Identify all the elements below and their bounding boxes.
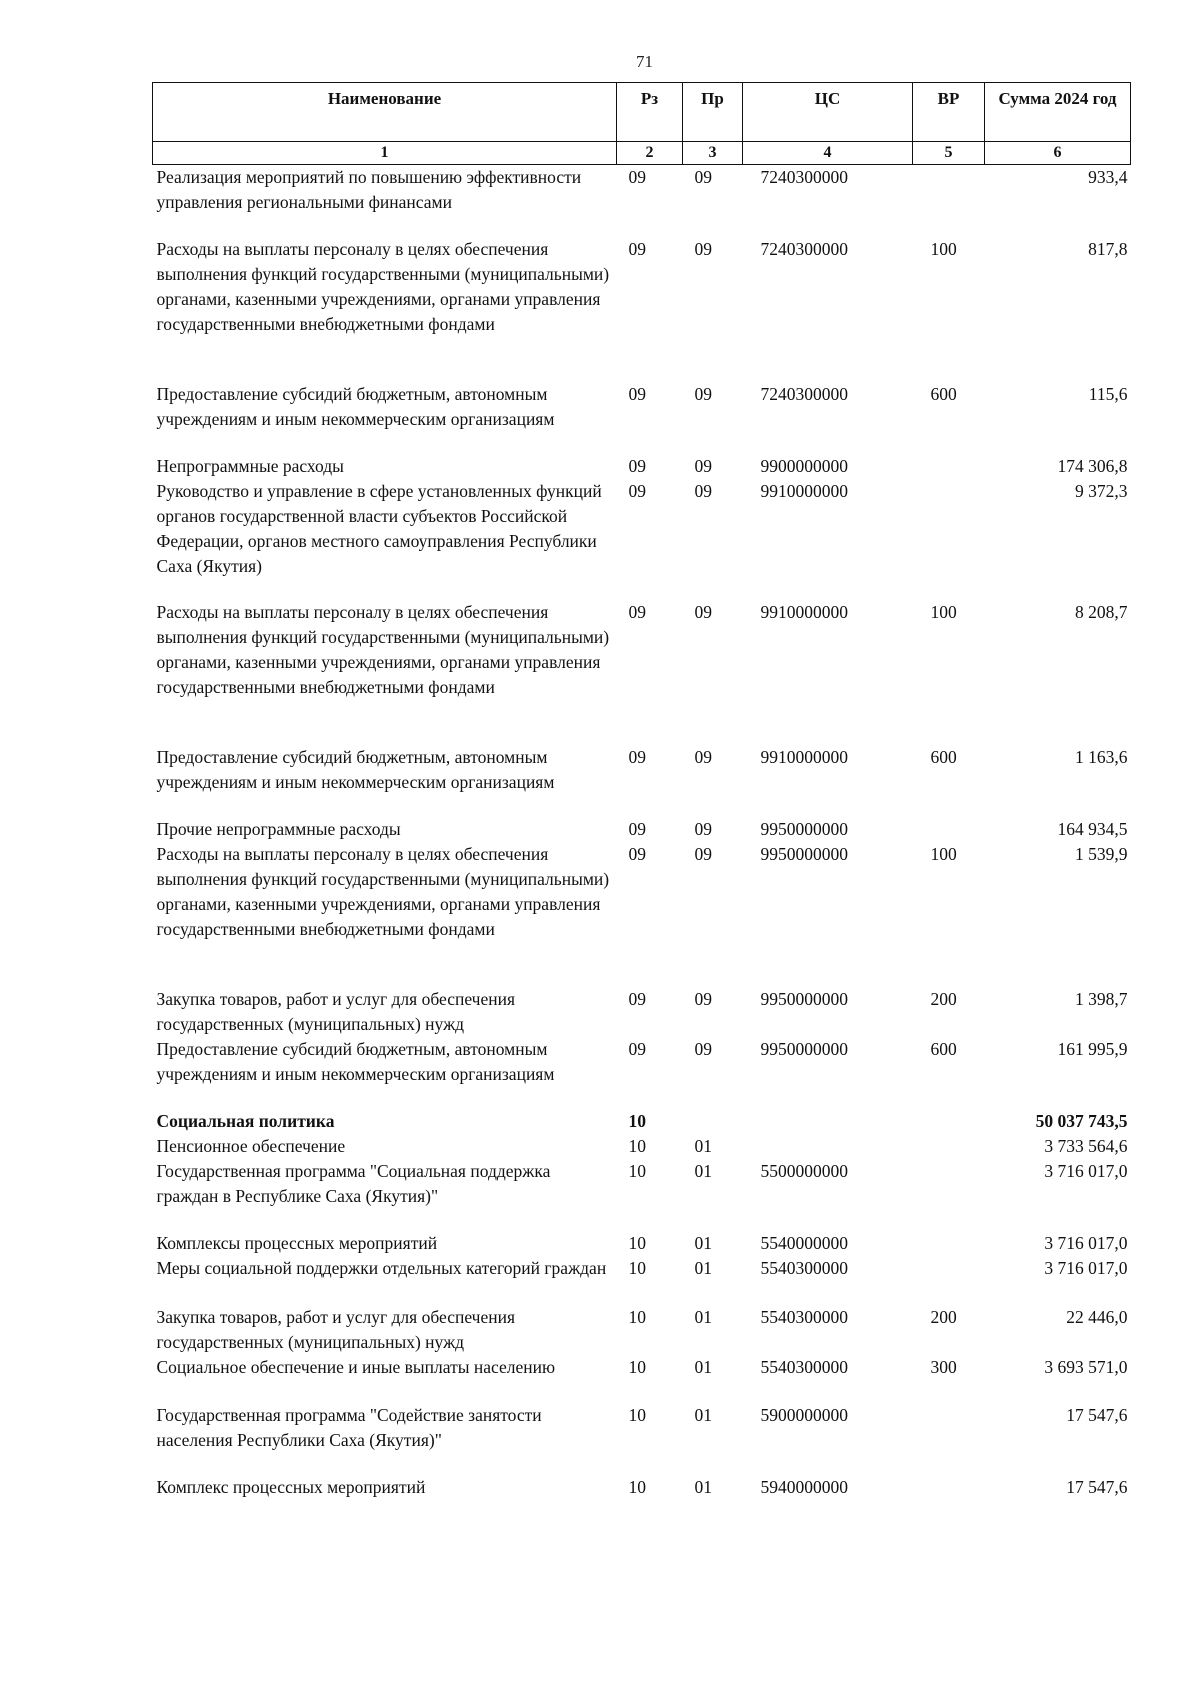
row-rz: 10: [628, 1306, 646, 1327]
row-pr: 09: [694, 601, 712, 622]
row-rz: 10: [628, 1356, 646, 1377]
row-sum: 3 733 564,6: [1044, 1135, 1128, 1156]
table-row: [153, 1159, 1131, 1231]
table-row: [153, 479, 1131, 600]
column-number: 6: [985, 142, 1131, 165]
row-cs: 5900000000: [760, 1404, 848, 1425]
row-vr: [913, 1475, 985, 1500]
row-cs: 9900000000: [760, 455, 848, 476]
row-rz: 09: [628, 843, 646, 864]
row-name: Социальное обеспечение и иные выплаты населению: [156, 1356, 556, 1377]
row-cs: 9910000000: [760, 480, 848, 501]
row-vr: [913, 454, 985, 479]
row-cs: 7240300000: [760, 167, 848, 187]
row-vr: 300: [930, 1356, 957, 1377]
row-name: Меры социальной поддержки отдельных категорий граждан: [156, 1257, 607, 1278]
header-rz: Рз: [617, 83, 683, 142]
row-pr: 09: [694, 1038, 712, 1059]
column-number-row: [153, 142, 1131, 165]
row-pr: [683, 1109, 743, 1134]
row-vr: [913, 1231, 985, 1256]
row-rz: 10: [628, 1476, 646, 1497]
header-name: Наименование: [153, 83, 617, 142]
table-row: [153, 1134, 1131, 1159]
table-row: [153, 165, 1131, 237]
row-pr: 09: [694, 746, 712, 767]
row-name: Комплексы процессных мероприятий: [156, 1232, 438, 1253]
row-sum: 161 995,9: [1057, 1038, 1128, 1059]
row-name: Предоставление субсидий бюджетным, автономным учреждениям и иным некоммерческим организациям: [156, 383, 555, 429]
row-rz: 09: [628, 238, 646, 259]
row-vr: 600: [930, 383, 957, 404]
row-vr: [913, 479, 985, 600]
row-cs: 5540300000: [760, 1356, 848, 1377]
row-vr: [913, 165, 985, 237]
row-name: Государственная программа "Содействие занятости населения Республики Саха (Якутия)": [156, 1404, 542, 1450]
row-rz: 09: [628, 601, 646, 622]
row-vr: [913, 1256, 985, 1305]
row-vr: 100: [930, 601, 957, 622]
row-cs: 7240300000: [760, 383, 848, 404]
header-sum: Сумма 2024 год: [985, 83, 1131, 142]
row-vr: 200: [930, 988, 957, 1009]
row-sum: 115,6: [1088, 383, 1128, 404]
row-name: Расходы на выплаты персоналу в целях обеспечения выполнения функций государственными (муниципальными) органами, казенными учреждениями, органами управления государственными внебюджетными фондами: [156, 238, 610, 334]
row-name: Государственная программа "Социальная поддержка граждан в Республике Саха (Якутия)": [156, 1160, 551, 1206]
table-row: [153, 1037, 1131, 1109]
table-row: [153, 1109, 1131, 1134]
row-vr: 100: [930, 843, 957, 864]
row-sum: 3 716 017,0: [1044, 1257, 1128, 1278]
row-cs: 9910000000: [760, 746, 848, 767]
table-row: [153, 382, 1131, 454]
row-vr: 100: [930, 238, 957, 259]
row-name: Непрограммные расходы: [156, 455, 344, 476]
row-cs: [743, 1134, 913, 1159]
row-pr: 01: [694, 1404, 712, 1425]
row-pr: 01: [694, 1306, 712, 1327]
row-name: Реализация мероприятий по повышению эффективности управления региональными финансами: [156, 167, 582, 212]
table-row: [153, 817, 1131, 842]
table-row: [153, 1355, 1131, 1403]
row-name: Закупка товаров, работ и услуг для обеспечения государственных (муниципальных) нужд: [156, 1306, 516, 1352]
header-vr: ВР: [913, 83, 985, 142]
row-rz: 09: [628, 167, 646, 187]
row-pr: 01: [694, 1257, 712, 1278]
row-sum: 8 208,7: [1075, 601, 1128, 622]
row-sum: 9 372,3: [1075, 480, 1128, 501]
table-row: [153, 842, 1131, 987]
row-rz: 09: [628, 383, 646, 404]
row-sum: 17 547,6: [1066, 1404, 1128, 1425]
row-sum: 174 306,8: [1057, 455, 1128, 476]
row-sum: 3 693 571,0: [1044, 1356, 1128, 1377]
table-row: [153, 745, 1131, 817]
row-sum: 50 037 743,5: [1035, 1110, 1128, 1131]
row-name: Пенсионное обеспечение: [156, 1135, 346, 1156]
row-cs: 5540300000: [760, 1306, 848, 1327]
row-name: Прочие непрограммные расходы: [156, 818, 401, 839]
row-cs: 9950000000: [760, 818, 848, 839]
row-rz: 09: [628, 818, 646, 839]
row-pr: 09: [694, 455, 712, 476]
row-name: Руководство и управление в сфере установленных функций органов государственной власти субъектов Российской Федерации, органов местного самоуправления Республики Саха (Якутия): [156, 480, 602, 576]
column-number: 1: [153, 142, 617, 165]
header-cs: ЦС: [743, 83, 913, 142]
row-rz: 10: [628, 1160, 646, 1181]
column-number: 5: [913, 142, 985, 165]
row-vr: 200: [930, 1306, 957, 1327]
row-sum: 1 163,6: [1075, 746, 1128, 767]
row-name: Социальная политика: [156, 1110, 335, 1131]
budget-table: [152, 82, 1131, 1500]
row-vr: 600: [930, 746, 957, 767]
row-cs: 9950000000: [760, 843, 848, 864]
row-cs: 5500000000: [760, 1160, 848, 1181]
row-rz: 09: [628, 746, 646, 767]
row-vr: [913, 1159, 985, 1231]
row-rz: 10: [628, 1257, 646, 1278]
row-pr: 01: [694, 1476, 712, 1497]
row-sum: 933,4: [1088, 167, 1128, 187]
header-pr: Пр: [683, 83, 743, 142]
row-name: Расходы на выплаты персоналу в целях обеспечения выполнения функций государственными (муниципальными) органами, казенными учреждениями, органами управления государственными внебюджетными фондами: [156, 843, 610, 939]
row-pr: 09: [694, 238, 712, 259]
row-sum: 3 716 017,0: [1044, 1160, 1128, 1181]
table-body: [153, 165, 1131, 1500]
row-pr: 09: [694, 383, 712, 404]
row-name: Комплекс процессных мероприятий: [156, 1476, 426, 1497]
row-pr: 09: [694, 167, 712, 187]
row-rz: 10: [628, 1232, 646, 1253]
table-row: [153, 1231, 1131, 1256]
row-cs: 7240300000: [760, 238, 848, 259]
row-pr: 09: [694, 818, 712, 839]
row-cs: 5540000000: [760, 1232, 848, 1253]
row-pr: 09: [694, 843, 712, 864]
row-name: Предоставление субсидий бюджетным, автономным учреждениям и иным некоммерческим организациям: [156, 1038, 555, 1084]
row-rz: 10: [628, 1135, 646, 1156]
row-sum: 3 716 017,0: [1044, 1232, 1128, 1253]
row-rz: 10: [628, 1404, 646, 1425]
row-rz: 10: [628, 1110, 646, 1131]
row-rz: 09: [628, 455, 646, 476]
row-rz: 09: [628, 1038, 646, 1059]
table-row: [153, 1256, 1131, 1305]
table-row: [153, 600, 1131, 745]
table-row: [153, 1305, 1131, 1355]
row-sum: 17 547,6: [1066, 1476, 1128, 1497]
row-sum: 22 446,0: [1066, 1306, 1128, 1327]
row-sum: 1 539,9: [1075, 843, 1128, 864]
table-row: [153, 237, 1131, 382]
row-cs: 5540300000: [760, 1257, 848, 1278]
row-pr: 01: [694, 1135, 712, 1156]
row-cs: 9950000000: [760, 988, 848, 1009]
row-pr: 01: [694, 1160, 712, 1181]
row-pr: 09: [694, 988, 712, 1009]
page-number: 71: [636, 52, 653, 71]
row-name: Закупка товаров, работ и услуг для обеспечения государственных (муниципальных) нужд: [156, 988, 516, 1034]
column-number: 2: [617, 142, 683, 165]
row-cs: [743, 1109, 913, 1134]
column-number: 3: [683, 142, 743, 165]
row-pr: 01: [694, 1356, 712, 1377]
row-vr: [913, 1134, 985, 1159]
row-vr: [913, 1109, 985, 1134]
row-sum: 817,8: [1088, 238, 1128, 259]
row-cs: 5940000000: [760, 1476, 848, 1497]
row-rz: 09: [628, 480, 646, 501]
row-cs: 9950000000: [760, 1038, 848, 1059]
row-name: Расходы на выплаты персоналу в целях обеспечения выполнения функций государственными (муниципальными) органами, казенными учреждениями, органами управления государственными внебюджетными фондами: [156, 601, 610, 697]
row-sum: 164 934,5: [1057, 818, 1128, 839]
table-row: [153, 1475, 1131, 1500]
row-vr: [913, 1403, 985, 1475]
row-vr: 600: [930, 1038, 957, 1059]
column-number: 4: [743, 142, 913, 165]
row-sum: 1 398,7: [1075, 988, 1128, 1009]
row-name: Предоставление субсидий бюджетным, автономным учреждениям и иным некоммерческим организациям: [156, 746, 555, 792]
row-vr: [913, 817, 985, 842]
row-pr: 09: [694, 480, 712, 501]
header-row: [153, 83, 1131, 142]
table-row: [153, 987, 1131, 1037]
row-rz: 09: [628, 988, 646, 1009]
table-row: [153, 454, 1131, 479]
row-cs: 9910000000: [760, 601, 848, 622]
table-row: [153, 1403, 1131, 1475]
row-pr: 01: [694, 1232, 712, 1253]
